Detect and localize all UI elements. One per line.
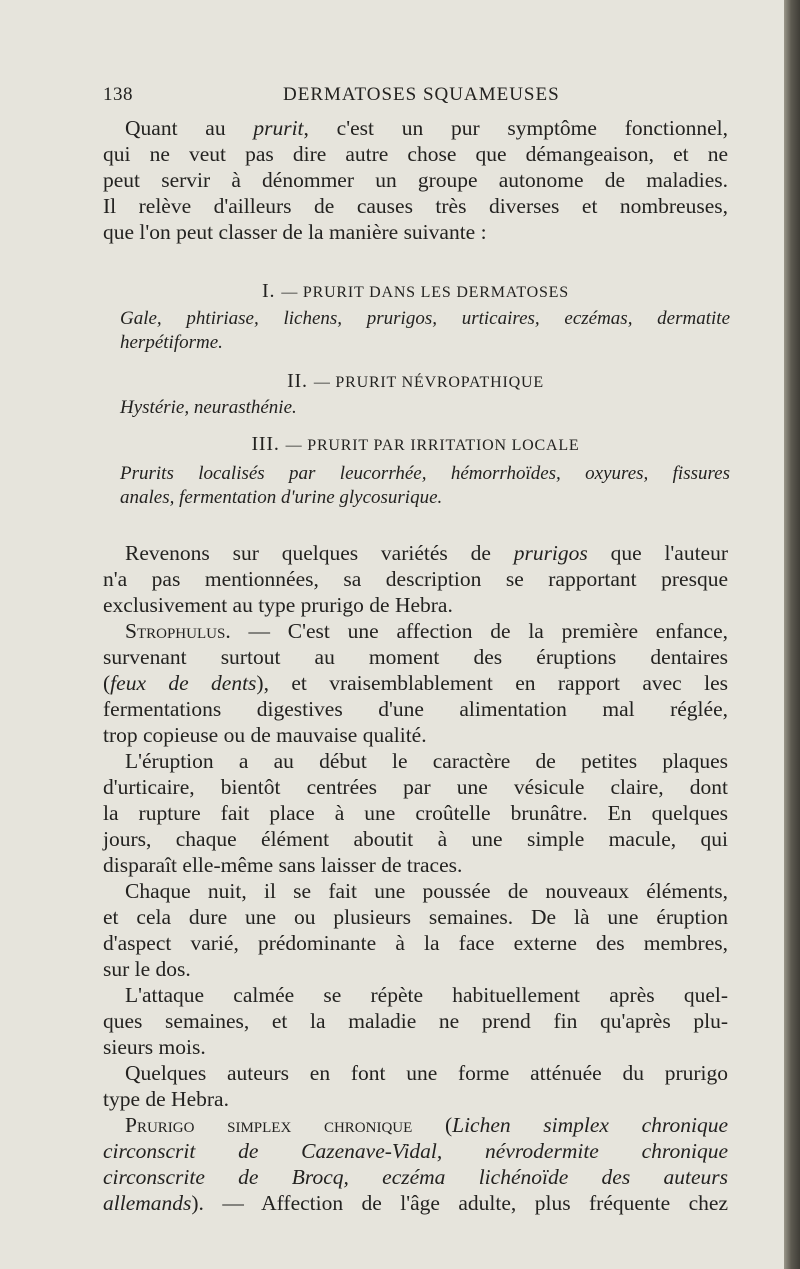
text-line: L'éruption a au début le caractère de petites plaques <box>125 749 728 773</box>
text-line: n'a pas mentionnées, sa description se rapportant presque <box>103 567 728 591</box>
text-line: type de Hebra. <box>103 1087 229 1111</box>
text-line: (feux de dents), et vraisemblablement en rapport avec les <box>103 671 728 695</box>
text-line: Gale, phtiriase, lichens, prurigos, urticaires, eczémas, dermatite <box>120 308 730 329</box>
text-line: survenant surtout au moment des éruptions dentaires <box>103 645 728 669</box>
text-line: allemands). — Affection de l'âge adulte, plus fréquente chez <box>103 1191 728 1215</box>
text-line: L'attaque calmée se répète habituellement après quel- <box>125 983 728 1007</box>
text-line: peut servir à dénommer un groupe autonome de maladies. <box>103 168 728 192</box>
text-line: Prurits localisés par leucorrhée, hémorrhoïdes, oxyures, fissures <box>120 463 730 484</box>
running-title: DERMATOSES SQUAMEUSES <box>283 84 560 105</box>
text-line: trop copieuse ou de mauvaise qualité. <box>103 723 427 747</box>
section-heading-1: I. — PRURIT DANS LES DERMATOSES <box>262 280 569 302</box>
text-line: fermentations digestives d'une alimentation mal réglée, <box>103 697 728 721</box>
text-line: sieurs mois. <box>103 1035 206 1059</box>
text-line: herpétiforme. <box>120 332 223 353</box>
text-line: Quelques auteurs en font une forme atténuée du prurigo <box>125 1061 728 1085</box>
text-line: Revenons sur quelques variétés de prurigos que l'auteur <box>125 541 729 565</box>
text-line: que l'on peut classer de la manière suivante : <box>103 220 487 244</box>
page-number: 138 <box>103 84 133 105</box>
text-line: anales, fermentation d'urine glycosurique. <box>120 487 443 508</box>
running-header <box>103 84 728 112</box>
section-body-2 <box>120 396 730 420</box>
text-line: d'urticaire, bientôt centrées par une vésicule claire, dont <box>103 775 728 799</box>
section-heading-2: II. — PRURIT NÉVROPATHIQUE <box>287 370 544 392</box>
text-line: exclusivement au type prurigo de Hebra. <box>103 593 453 617</box>
text-line: Chaque nuit, il se fait une poussée de nouveaux éléments, <box>125 879 728 903</box>
section-body-3 <box>120 462 730 510</box>
text-line: d'aspect varié, prédominante à la face externe des membres, <box>103 931 728 955</box>
text-line: la rupture fait place à une croûtelle brunâtre. En quelques <box>103 801 728 825</box>
text-line: Quant au prurit, c'est un pur symptôme fonctionnel, <box>125 116 728 140</box>
text-line: Il relève d'ailleurs de causes très diverses et nombreuses, <box>103 194 728 218</box>
text-line: circonscrite de Brocq, eczéma lichénoïde des auteurs <box>103 1165 728 1189</box>
page-edge-shadow <box>784 0 800 1269</box>
text-line: ques semaines, et la maladie ne prend fin qu'après plu- <box>103 1009 728 1033</box>
text-line: et cela dure une ou plusieurs semaines. De là une éruption <box>103 905 728 929</box>
intro-paragraph <box>103 115 728 245</box>
text-line: Hystérie, neurasthénie. <box>120 397 297 418</box>
section-body-1 <box>120 307 730 355</box>
body-text <box>103 540 728 1216</box>
text-line: qui ne veut pas dire autre chose que démangeaison, et ne <box>103 142 728 166</box>
text-line: Strophulus. — C'est une affection de la première enfance, <box>125 619 728 643</box>
section-heading-3: III. — PRURIT PAR IRRITATION LOCALE <box>251 433 580 455</box>
text-line: circonscrit de Cazenave-Vidal, névrodermite chronique <box>103 1139 728 1163</box>
text-line: disparaît elle-même sans laisser de traces. <box>103 853 463 877</box>
text-line: Prurigo simplex chronique (Lichen simplex chronique <box>125 1113 728 1137</box>
text-line: jours, chaque élément aboutit à une simple macule, qui <box>103 827 728 851</box>
text-line: sur le dos. <box>103 957 191 981</box>
